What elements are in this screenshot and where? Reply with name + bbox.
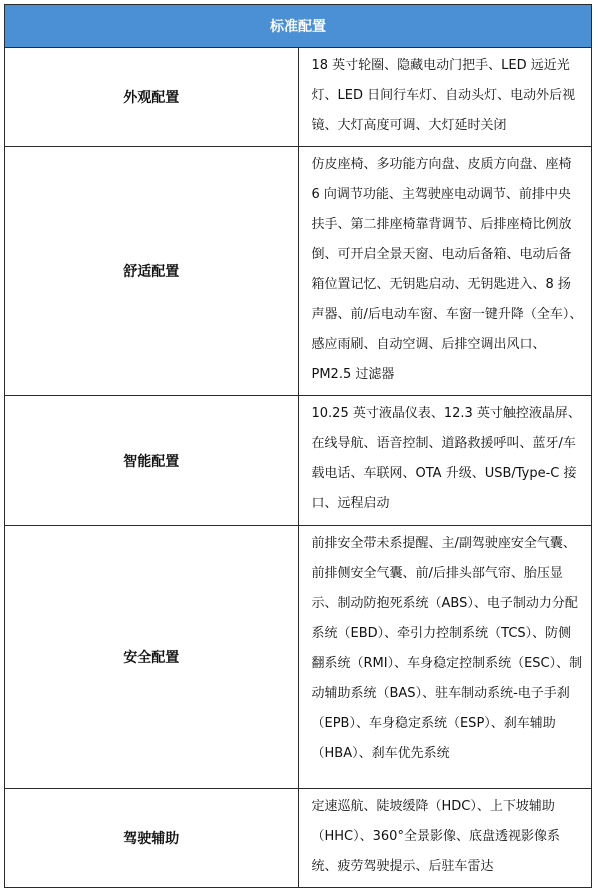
standard-config-table [4,4,592,888]
table-row [5,526,592,789]
category-label-comfort: 舒适配置 [5,147,299,396]
category-label-smart: 智能配置 [5,396,299,526]
category-label-exterior: 外观配置 [5,48,299,147]
table-row [5,48,592,147]
category-content-safety: 前排安全带未系提醒、主/副驾驶座安全气囊、前排侧安全气囊、前/后排头部气帘、胎压显示、制动防抱死系统（ABS）、电子制动力分配系统（EBD）、牵引力控制系统（TCS）、防侧翻系统（RMI）、车身稳定控制系统（ESC）、制动辅助系统（BAS）、驻车制动系统-电子手刹（EPB）、车身稳定系统（ESP）、刹车辅助（HBA）、刹车优先系统 [298,526,592,789]
table-header-row [5,5,592,48]
table-row [5,147,592,396]
category-content-smart: 10.25 英寸液晶仪表、12.3 英寸触控液晶屏、在线导航、语音控制、道路救援呼叫、蓝牙/车载电话、车联网、OTA 升级、USB/Type-C 接口、远程启动 [298,396,592,526]
category-content-exterior: 18 英寸轮圈、隐藏电动门把手、LED 远近光灯、LED 日间行车灯、自动头灯、电动外后视镜、大灯高度可调、大灯延时关闭 [298,48,592,147]
table-row [5,789,592,888]
category-label-safety: 安全配置 [5,526,299,789]
table-title: 标准配置 [5,5,592,48]
table-row [5,396,592,526]
category-label-driver-assist: 驾驶辅助 [5,789,299,888]
category-content-driver-assist: 定速巡航、陡坡缓降（HDC）、上下坡辅助（HHC）、360°全景影像、底盘透视影像系统、疲劳驾驶提示、后驻车雷达 [298,789,592,888]
category-content-comfort: 仿皮座椅、多功能方向盘、皮质方向盘、座椅 6 向调节功能、主驾驶座电动调节、前排中央扶手、第二排座椅靠背调节、后排座椅比例放倒、可开启全景天窗、电动后备箱、电动后备箱位置记忆、无钥匙启动、无钥匙进入、8 扬声器、前/后电动车窗、车窗一键升降（全车）、感应雨刷、自动空调、后排空调出风口、PM2.5 过滤器 [298,147,592,396]
